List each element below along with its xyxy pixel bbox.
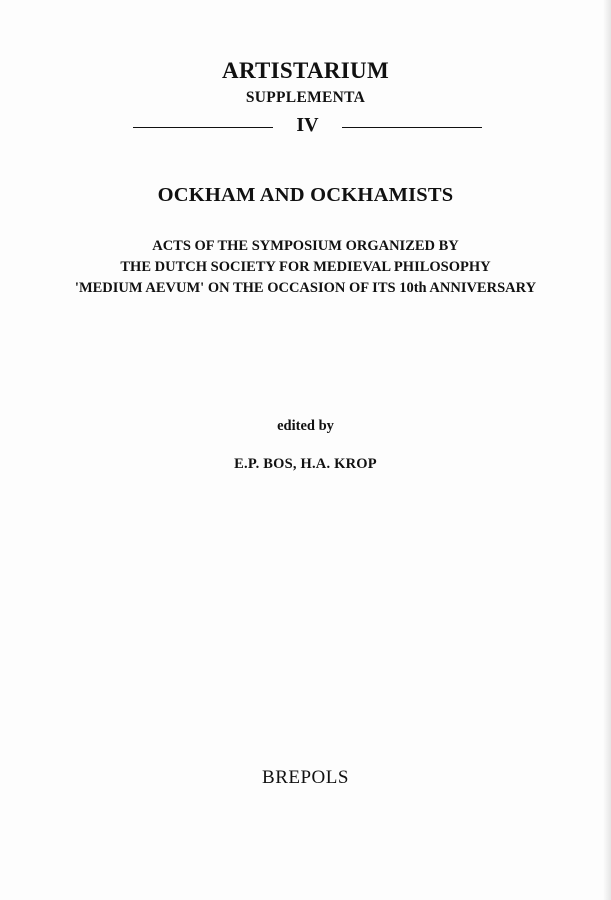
volume-number: IV xyxy=(296,114,319,136)
publisher: BREPOLS xyxy=(262,767,349,788)
subtitle-line-3: 'MEDIUM AEVUM' ON THE OCCASION OF ITS 10th ANNIVERSARY xyxy=(74,280,537,296)
series-subtitle: SUPPLEMENTA xyxy=(245,89,366,106)
book-title: OCKHAM AND OCKHAMISTS xyxy=(157,184,454,206)
editors: E.P. BOS, H.A. KROP xyxy=(234,456,377,472)
book-subtitle xyxy=(0,236,611,299)
series-title: ARTISTARIUM xyxy=(222,58,389,83)
subtitle-line-1: ACTS OF THE SYMPOSIUM ORGANIZED BY xyxy=(152,238,459,254)
subtitle-line-2: THE DUTCH SOCIETY FOR MEDIEVAL PHILOSOPHY xyxy=(120,259,491,275)
volume-row xyxy=(0,114,611,140)
right-rule xyxy=(342,127,482,128)
left-rule xyxy=(133,127,273,128)
edited-by-label: edited by xyxy=(277,418,334,434)
